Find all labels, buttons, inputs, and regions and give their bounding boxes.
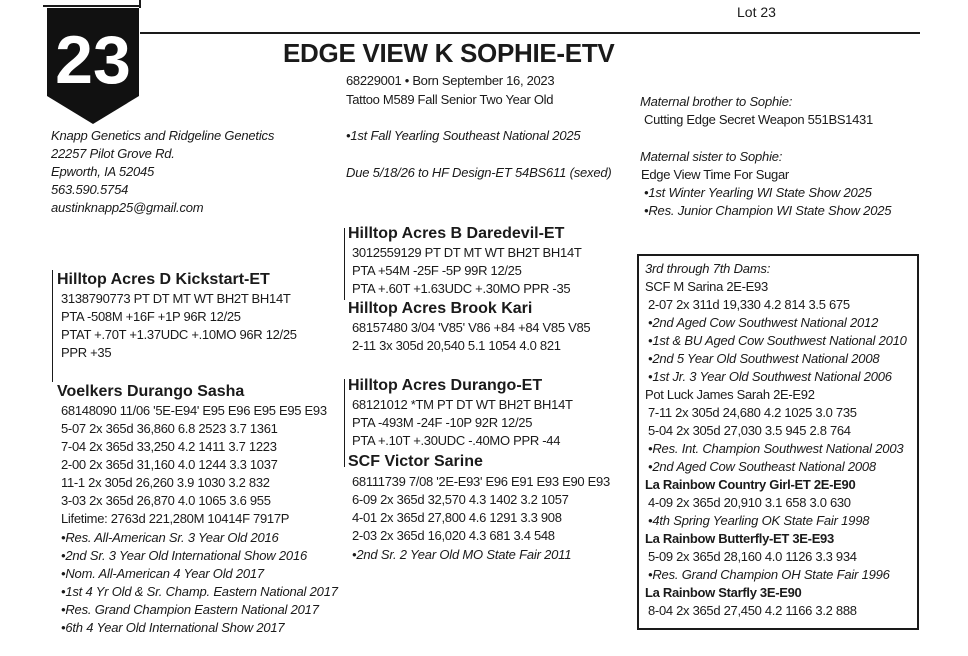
dam7-name: La Rainbow Starfly 3E-E90 <box>645 585 802 600</box>
left-tick <box>139 0 141 8</box>
dam-line: 11-1 2x 305d 26,260 3.9 1030 3.2 832 <box>61 475 270 490</box>
maternal-brother-label: Maternal brother to Sophie: <box>640 94 793 109</box>
award-line: •Res. Grand Champion Eastern National 2017 <box>61 602 319 617</box>
dd-line: 68111739 7/08 '2E-E93' E96 E91 E93 E90 E93 <box>352 474 610 489</box>
pedigree-bracket-main <box>52 270 53 382</box>
sd-name: Hilltop Acres Brook Kari <box>348 300 533 317</box>
sd-line: 2-11 3x 305d 20,540 5.1 1054 4.0 821 <box>352 338 561 353</box>
dam5-record: 4-09 2x 365d 20,910 3.1 658 3.0 630 <box>648 495 851 510</box>
award-line: •1st 4 Yr Old & Sr. Champ. Eastern National 2017 <box>61 584 338 599</box>
ds-info <box>352 396 573 450</box>
dd-award: •2nd Sr. 2 Year Old MO State Fair 2011 <box>352 547 572 562</box>
dam3-award: •2nd Aged Cow Southwest National 2012 <box>648 315 879 330</box>
dam3-award: •1st Jr. 3 Year Old Southwest National 2006 <box>648 369 892 384</box>
dam-line: 68148090 11/06 '5E-E94' E95 E96 E95 E95 E93 <box>61 403 327 418</box>
top-short-rule <box>43 5 140 7</box>
lot-badge <box>47 8 139 124</box>
dd-name: SCF Victor Sarine <box>348 453 483 470</box>
dam4-award: •Res. Int. Champion Southwest National 2003 <box>648 441 904 456</box>
award-line: •Res. Junior Champion WI State Show 2025 <box>644 203 892 218</box>
dam-line: 5-07 2x 365d 36,860 6.8 2523 3.7 1361 <box>61 421 278 436</box>
lot-number: 23 <box>55 22 131 98</box>
dd-line: 6-09 2x 365d 32,570 4.3 1402 3.2 1057 <box>352 492 569 507</box>
award-line: •Res. All-American Sr. 3 Year Old 2016 <box>61 530 279 545</box>
ss-line: PTA +54M -25F -5P 99R 12/25 <box>352 263 522 278</box>
dam3-name: SCF M Sarina 2E-E93 <box>645 279 768 294</box>
sire-name: Hilltop Acres D Kickstart-ET <box>57 271 270 288</box>
ss-line: 3012559129 PT DT MT WT BH2T BH14T <box>352 245 582 260</box>
ds-line: PTA +.10T +.30UDC -.40MO PPR -44 <box>352 433 561 448</box>
dam3-award: •2nd 5 Year Old Southwest National 2008 <box>648 351 880 366</box>
ds-name: Hilltop Acres Durango-ET <box>348 377 543 394</box>
ss-name: Hilltop Acres B Daredevil-ET <box>348 225 565 242</box>
maternal-sister-awards <box>644 184 891 220</box>
dam-name: Voelkers Durango Sasha <box>57 383 245 400</box>
award-line: •1st Winter Yearling WI State Show 2025 <box>644 185 872 200</box>
pedigree-bracket-sire <box>344 228 345 300</box>
dam-records <box>61 402 327 528</box>
sd-line: 68157480 3/04 'V85' V86 +84 +84 V85 V85 <box>352 320 591 335</box>
ss-line: PTA +.60T +1.63UDC +.30MO PPR -35 <box>352 281 571 296</box>
header-rule <box>140 32 920 34</box>
dam4-name: Pot Luck James Sarah 2E-E92 <box>645 387 815 402</box>
sire-line: 3138790773 PT DT MT WT BH2T BH14T <box>61 291 291 306</box>
dam4-award: •2nd Aged Cow Southeast National 2008 <box>648 459 876 474</box>
maternal-brother-name: Cutting Edge Secret Weapon 551BS1431 <box>644 112 873 127</box>
pedigree-bracket-dam <box>344 379 345 467</box>
sd-info <box>352 319 590 355</box>
dam-line: 2-00 2x 365d 31,160 4.0 1244 3.3 1037 <box>61 457 278 472</box>
dam5-name: La Rainbow Country Girl-ET 2E-E90 <box>645 477 856 492</box>
ds-line: 68121012 *TM PT DT WT BH2T BH14T <box>352 397 573 412</box>
ss-info <box>352 244 582 298</box>
consignor-email: austinknapp25@gmail.com <box>51 200 204 215</box>
ds-line: PTA -493M -24F -10P 92R 12/25 <box>352 415 533 430</box>
sire-line: PPR +35 <box>61 345 112 360</box>
dam6-record: 5-09 2x 365d 28,160 4.0 1126 3.3 934 <box>648 549 857 564</box>
award-line: •2nd Sr. 3 Year Old International Show 2016 <box>61 548 308 563</box>
consignor-line: Knapp Genetics and Ridgeline Genetics <box>51 128 275 143</box>
dd-line: 2-03 2x 365d 16,020 4.3 681 3.4 548 <box>352 528 555 543</box>
award-line: •Nom. All-American 4 Year Old 2017 <box>61 566 264 581</box>
animal-award: •1st Fall Yearling Southeast National 2025 <box>346 128 581 143</box>
consignor-line: 563.590.5754 <box>51 182 129 197</box>
maternal-sister-name: Edge View Time For Sugar <box>641 167 789 182</box>
animal-due: Due 5/18/26 to HF Design-ET 54BS611 (sexed) <box>346 165 612 180</box>
award-line: •6th 4 Year Old International Show 2017 <box>61 620 285 635</box>
page-title: EDGE VIEW K SOPHIE-ETV <box>283 38 615 68</box>
dam3-record: 2-07 2x 311d 19,330 4.2 814 3.5 675 <box>648 297 850 312</box>
dam6-name: La Rainbow Butterfly-ET 3E-E93 <box>645 531 834 546</box>
dam5-award: •4th Spring Yearling OK State Fair 1998 <box>648 513 870 528</box>
dam-line: 7-04 2x 365d 33,250 4.2 1411 3.7 1223 <box>61 439 277 454</box>
consignor-block <box>51 127 274 217</box>
dam3-award: •1st & BU Aged Cow Southwest National 2010 <box>648 333 907 348</box>
maternal-sister-label: Maternal sister to Sophie: <box>640 149 783 164</box>
consignor-line: 22257 Pilot Grove Rd. <box>51 146 175 161</box>
sire-info <box>61 290 297 362</box>
consignor-line: Epworth, IA 52045 <box>51 164 155 179</box>
sire-line: PTAT +.70T +1.37UDC +.10MO 96R 12/25 <box>61 327 297 342</box>
dam4-record: 7-11 2x 305d 24,680 4.2 1025 3.0 735 <box>648 405 857 420</box>
lot-label: Lot 23 <box>737 4 776 20</box>
dam-line: 3-03 2x 365d 26,870 4.0 1065 3.6 955 <box>61 493 271 508</box>
dam-awards <box>61 529 338 637</box>
dam4-record: 5-04 2x 305d 27,030 3.5 945 2.8 764 <box>648 423 851 438</box>
dd-info <box>352 473 610 545</box>
dams-box-content <box>645 260 907 620</box>
dd-line: 4-01 2x 365d 27,800 4.6 1291 3.3 908 <box>352 510 562 525</box>
sire-line: PTA -508M +16F +1P 96R 12/25 <box>61 309 241 324</box>
dams-box-header: 3rd through 7th Dams: <box>645 261 771 276</box>
dam-line: Lifetime: 2763d 221,280M 10414F 7917P <box>61 511 290 526</box>
animal-tattoo: Tattoo M589 Fall Senior Two Year Old <box>346 92 554 107</box>
dam6-award: •Res. Grand Champion OH State Fair 1996 <box>648 567 890 582</box>
dam7-record: 8-04 2x 365d 27,450 4.2 1166 3.2 888 <box>648 603 857 618</box>
animal-id-born: 68229001 • Born September 16, 2023 <box>346 73 555 88</box>
